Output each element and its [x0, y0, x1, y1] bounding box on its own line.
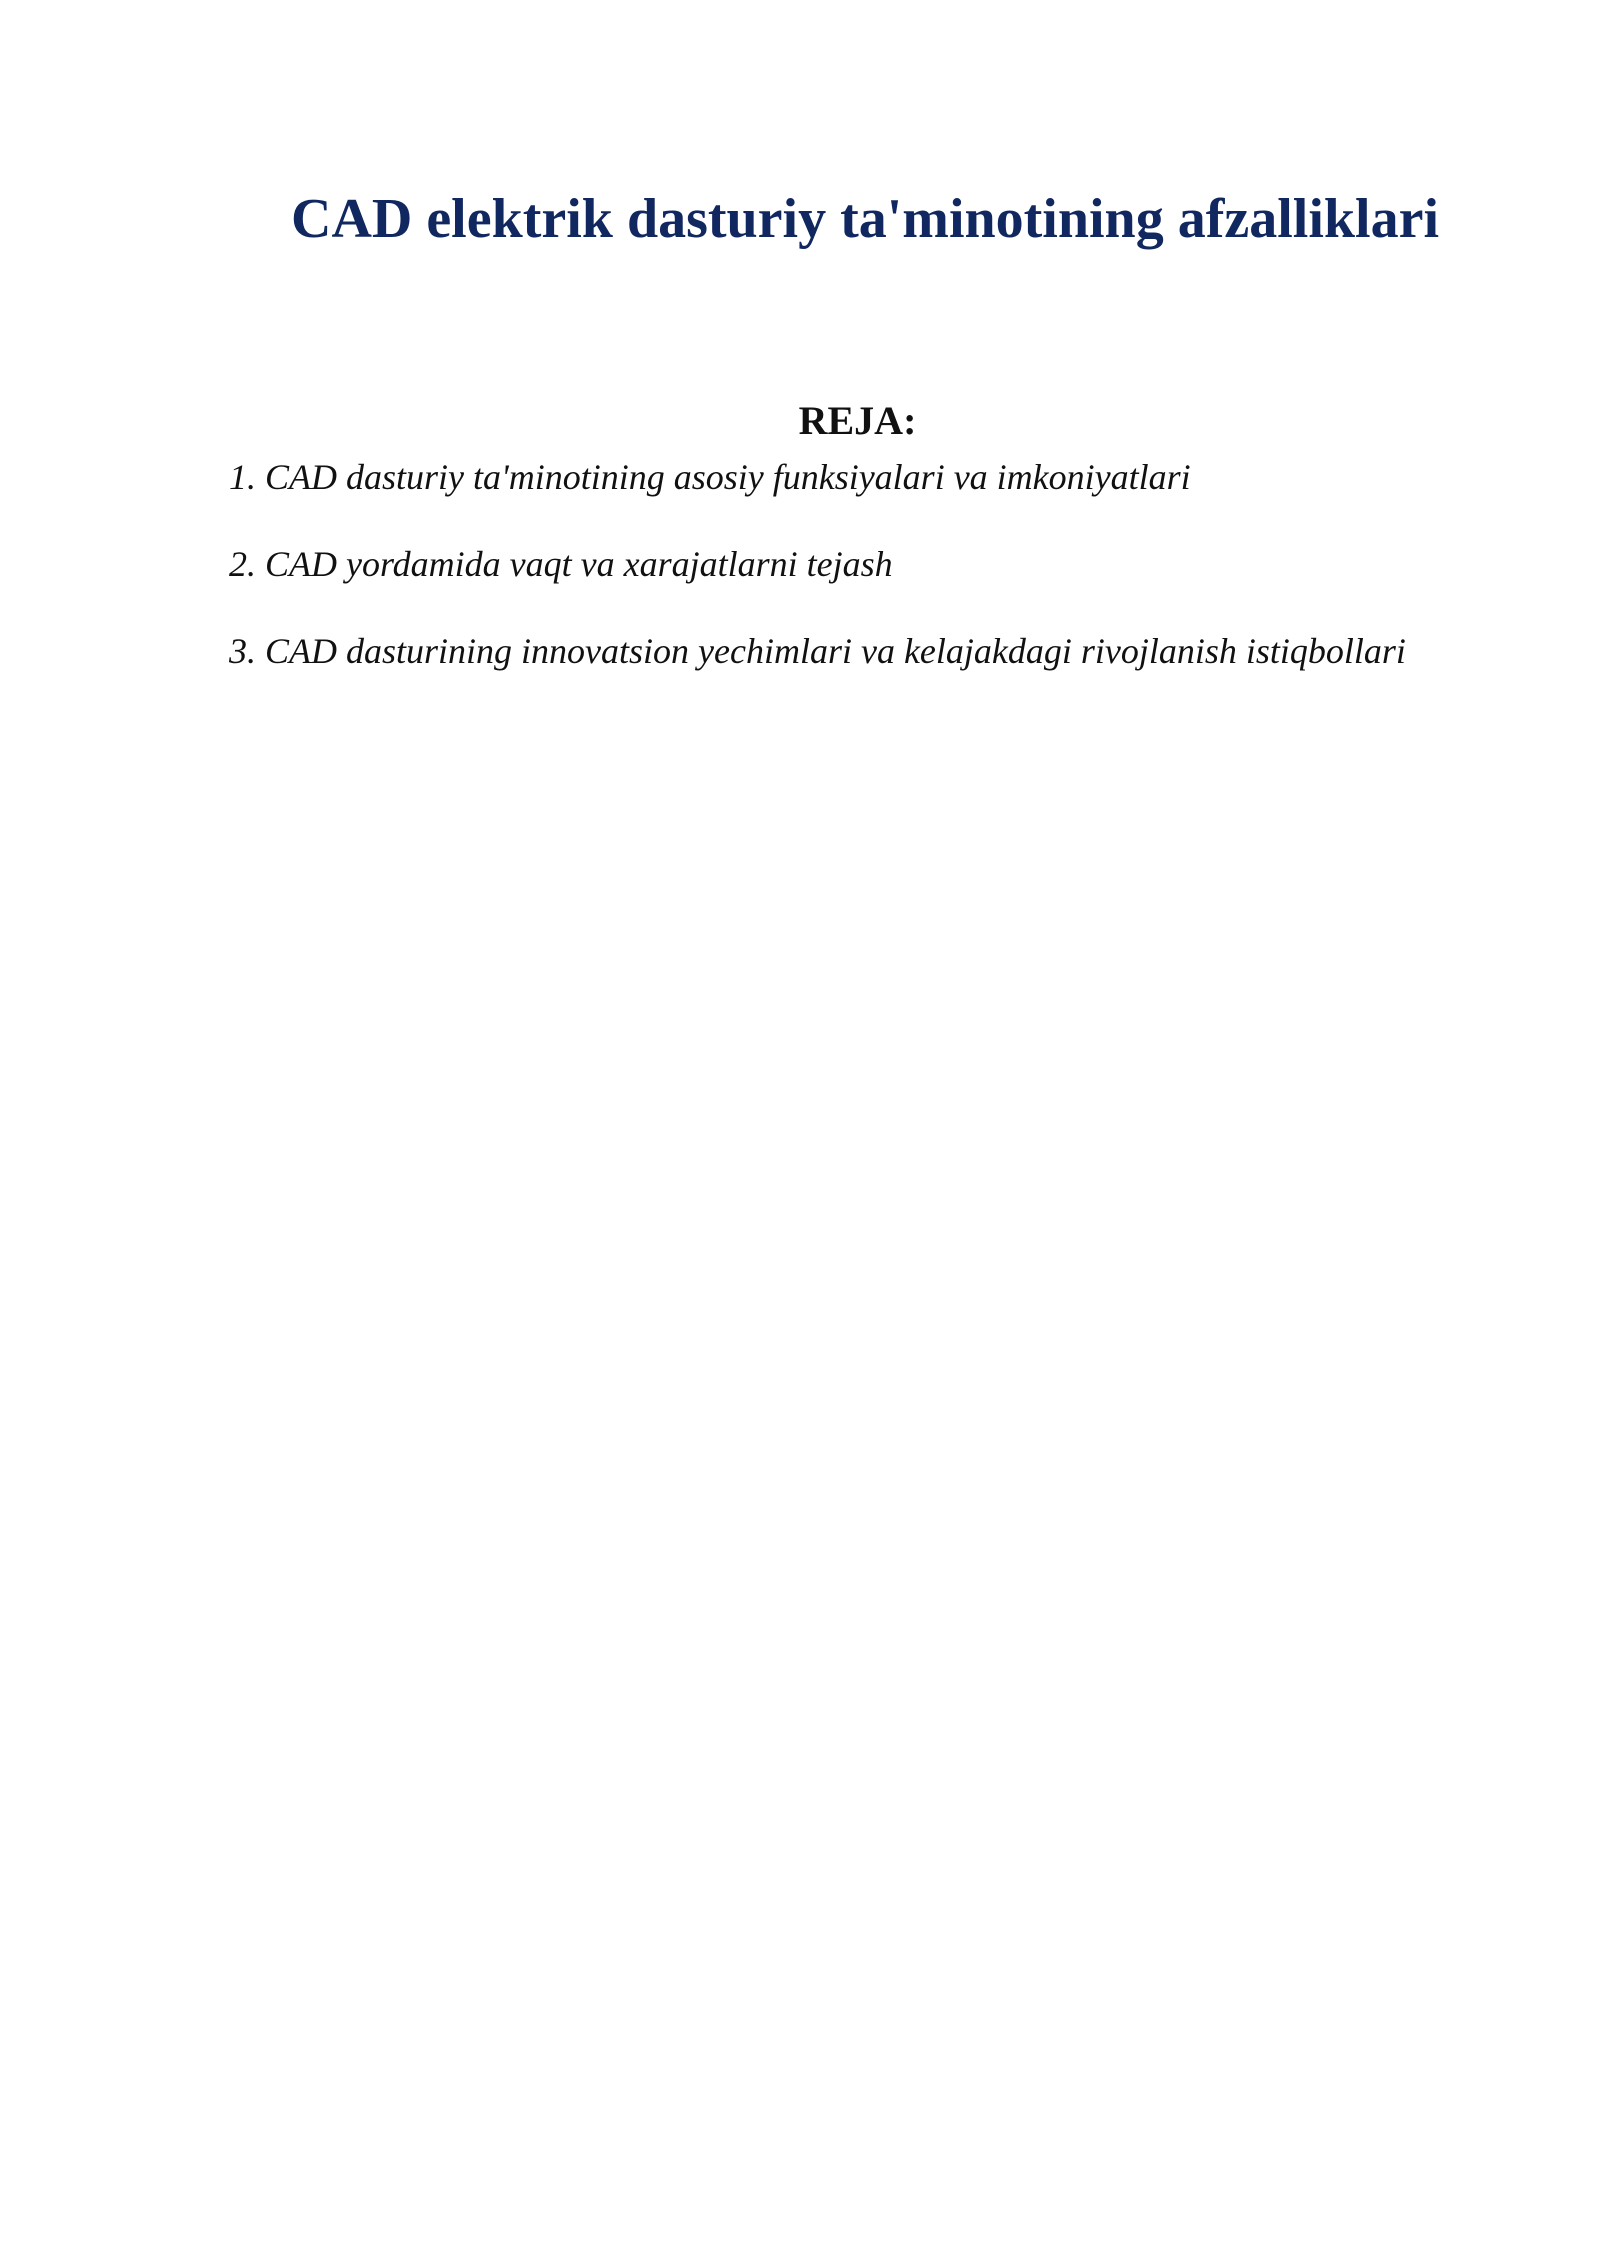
plan-item-3: 3. CAD dasturining innovatsion yechimlari va kelajakdagi rivojlanish istiqbollari: [229, 631, 1406, 671]
plan-heading: REJA:: [798, 398, 917, 444]
plan-item-2: 2. CAD yordamida vaqt va xarajatlarni tejash: [229, 544, 893, 584]
plan-list: [229, 455, 1406, 716]
plan-item-1: 1. CAD dasturiy ta'minotining asosiy funksiyalari va imkoniyatlari: [229, 457, 1191, 497]
page-title: CAD elektrik dasturiy ta'minotining afzalliklari: [291, 187, 1439, 250]
